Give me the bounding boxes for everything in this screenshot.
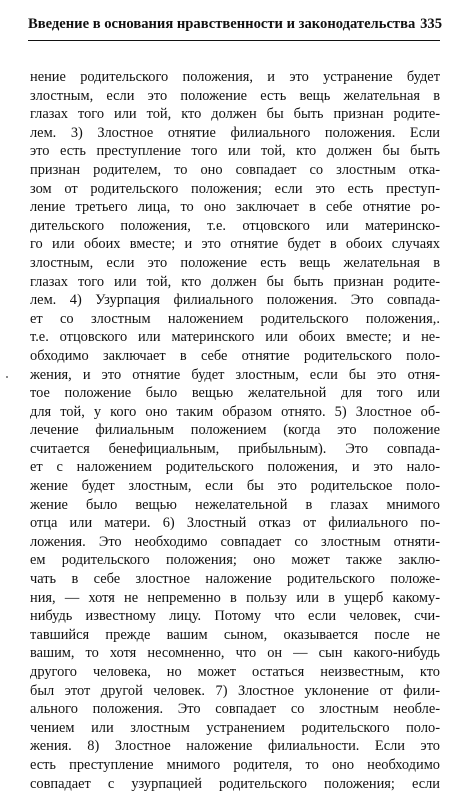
text-line: обходимо заключает в себе отнятие родительского поло- — [30, 347, 440, 364]
text-line: тое положение было вещью желательной для того или — [30, 385, 440, 402]
text-line: ет с наложением родительского положения, и это нало- — [30, 459, 440, 476]
text-line: для той, у кого оно таким образом отнято. 5) Злостное об- — [30, 403, 440, 420]
text-line: лечение филиальным положением (когда это положение — [30, 422, 440, 439]
text-line: отца или матери. 6) Злостный отказ от филиального по- — [30, 515, 440, 532]
text-line: жения. 8) Злостное наложение филиальности. Если это — [30, 738, 440, 755]
text-line: го или обоих вместе; и это отнятие будет в обоих случаях — [30, 236, 440, 253]
text-line: глазах того или той, кто должен бы быть признан родите- — [30, 106, 440, 123]
text-line: это есть преступление того или той, кто должен бы быть — [30, 143, 440, 160]
text-line: жение было вещью нежелательной в глазах мнимого — [30, 496, 440, 513]
text-line: жение будет злостным, если бы это родительское поло- — [30, 478, 440, 495]
text-line: ем родительского положения; оно может также заклю- — [30, 552, 440, 569]
text-line: нибудь известному лицу. Потому что если человек, счи- — [30, 608, 440, 625]
text-line: был этот другой человек. 7) Злостное уклонение от фили- — [30, 682, 440, 699]
text-line: лем. 3) Злостное отнятие филиального положения. Если — [30, 124, 440, 141]
body-text — [30, 68, 440, 793]
text-line: лем. 4) Узурпация филиального положения. Это совпада- — [30, 292, 440, 309]
text-line: ложения. Это необходимо совпадает со злостным отняти- — [30, 533, 440, 550]
running-header — [28, 14, 442, 34]
text-line: т.е. отцовского или материнского или обоих вместе; и не- — [30, 329, 440, 346]
running-title: Введение в основания нравственности и законодательства — [28, 16, 416, 32]
text-line: зом от родительского положения; если это есть преступ- — [30, 180, 440, 197]
text-line: чением или злостным устранением родительского поло- — [30, 719, 440, 736]
text-line: вашим, то хотя несомненно, что он — сын какого-нибудь — [30, 645, 440, 662]
text-line: жения, и это отнятие будет злостным, если бы это отня- — [30, 366, 440, 383]
text-line: нение родительского положения, и это устранение будет — [30, 69, 440, 85]
header-rule — [28, 40, 440, 41]
page-number: 335 — [420, 16, 442, 32]
text-line: ния, — хотя не непременно в пользу или в ущерб какому- — [30, 589, 440, 606]
text-line: совпадает с узурпацией родительского положения; если — [30, 775, 440, 792]
text-line: злостным, если это положение есть вещь желательная в — [30, 87, 440, 104]
text-line: злостным, если это положение есть вещь желательная в — [30, 254, 440, 271]
text-line: признан родителем, то оно совпадает со злостным отка- — [30, 161, 440, 178]
scan-speck — [6, 376, 8, 378]
text-line: другого человека, но может остаться неизвестным, кто — [30, 664, 440, 680]
text-line: есть преступление мнимого родителя, то оно необходимо — [30, 756, 440, 773]
text-line: глазах того или той, кто должен бы быть признан родите- — [30, 273, 440, 290]
text-line: чать в себе злостное наложение родительского положе- — [30, 571, 440, 588]
text-line: ление третьего лица, то оно заключает в себе отнятие ро- — [30, 199, 440, 216]
text-line: тавшийся прежде вашим сыном, оказывается после не — [30, 626, 440, 643]
text-line: считается бенефициальным, прибыльным). Это совпада- — [30, 440, 440, 457]
text-line: дительского положения, т.е. отцовского или материнско- — [30, 217, 440, 234]
text-line: ального положения. Это совпадает со злостным необле- — [30, 701, 440, 718]
text-line: ет со злостным наложением родительского положения,. — [30, 310, 440, 327]
